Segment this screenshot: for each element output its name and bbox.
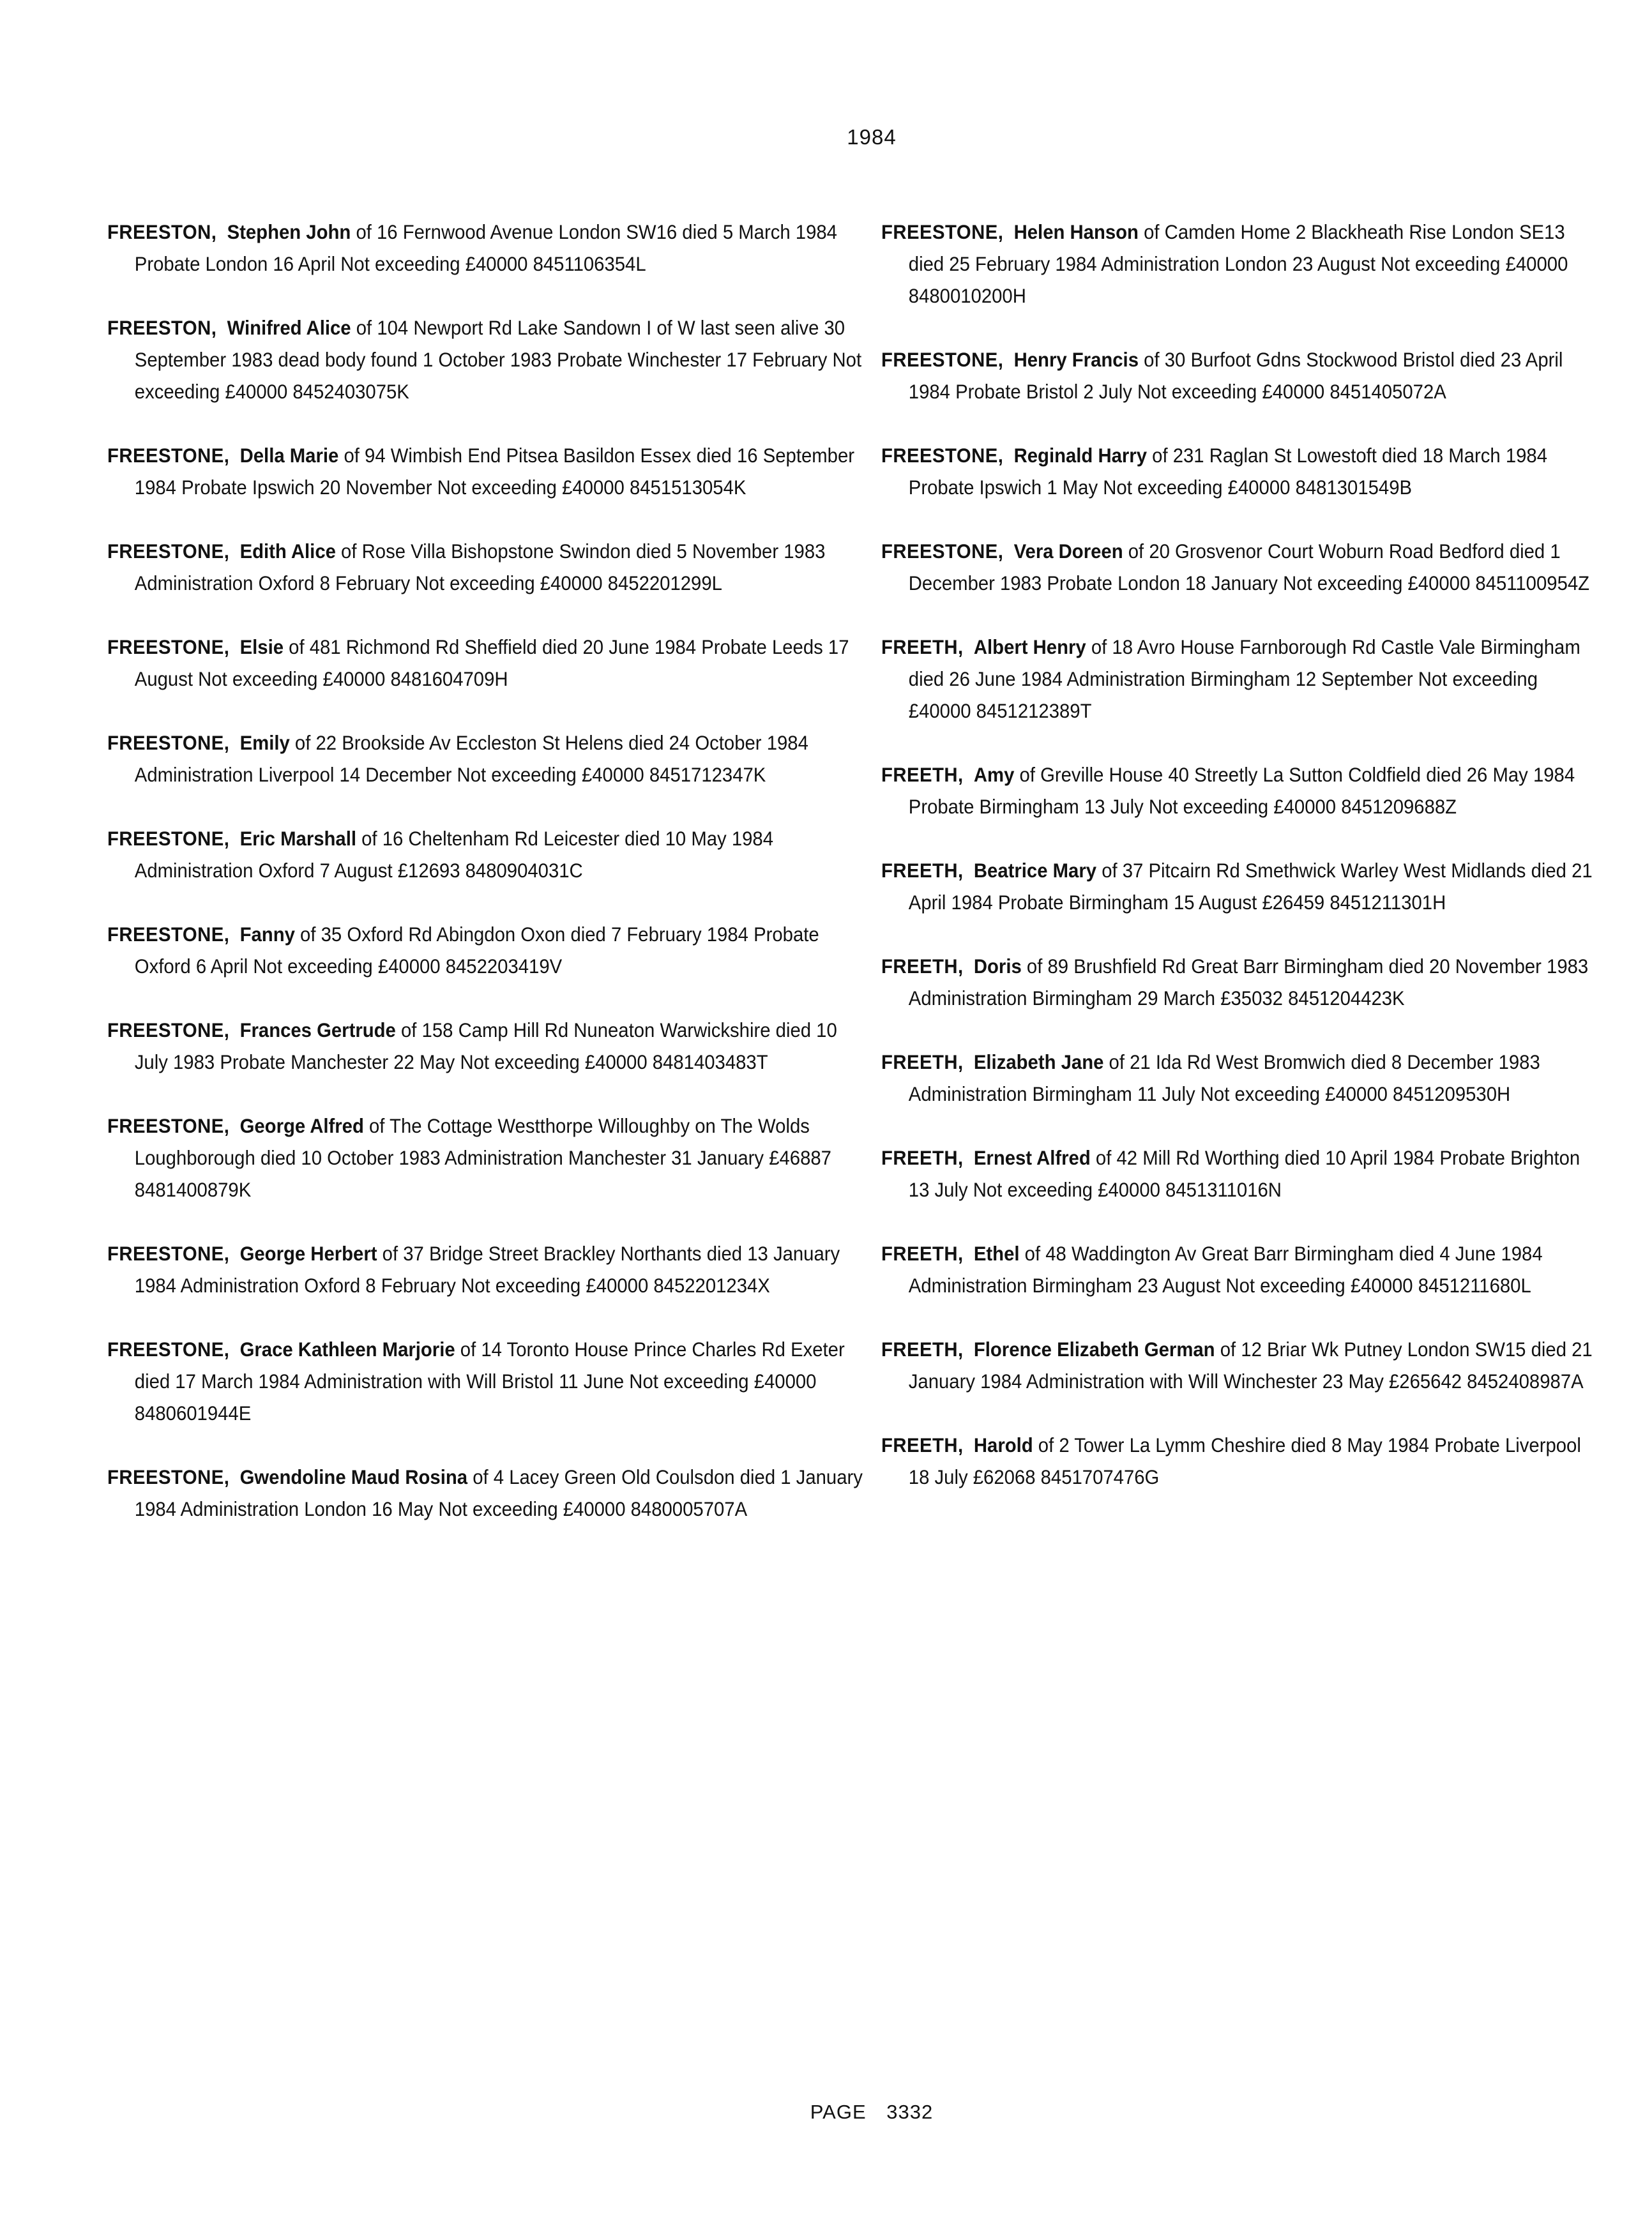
probate-entry — [881, 950, 1600, 1014]
entry-detail: of 16 Cheltenham Rd Leicester died 10 May 1984 Administration Oxford 7 August £12693 8480904031C — [134, 827, 774, 882]
entry-detail: of 4 Lacey Green Old Coulsdon died 1 January 1984 Administration London 16 May Not exceeding £40000 8480005707A — [134, 1465, 863, 1520]
entry-forenames: Eric Marshall — [239, 827, 356, 850]
entry-surname: FREETH, — [881, 955, 964, 978]
entry-detail: of 18 Avro House Farnborough Rd Castle Vale Birmingham died 26 June 1984 Administration Birmingham 12 September Not exceeding £40000 8451212389T — [908, 635, 1580, 722]
entry-detail: of 35 Oxford Rd Abingdon Oxon died 7 February 1984 Probate Oxford 6 April Not exceeding £40000 8452203419V — [134, 923, 819, 978]
entry-detail: of Camden Home 2 Blackheath Rise London SE13 died 25 February 1984 Administration London 23 August Not exceeding £40000 8480010200H — [908, 220, 1568, 307]
entry-detail: of 12 Briar Wk Putney London SW15 died 21 January 1984 Administration with Will Winchester 23 May £265642 8452408987A — [908, 1338, 1593, 1393]
entry-forenames: Elsie — [239, 635, 284, 658]
entry-surname: FREESTONE, — [107, 1338, 230, 1361]
probate-entry — [881, 759, 1600, 822]
probate-entry — [881, 1046, 1600, 1110]
probate-entry — [881, 216, 1600, 312]
probate-entry — [881, 854, 1600, 918]
entry-forenames: Grace Kathleen Marjorie — [239, 1338, 455, 1361]
left-column — [107, 216, 867, 1557]
probate-entry — [881, 1237, 1600, 1301]
probate-entry — [881, 1142, 1600, 1206]
entry-forenames: Ernest Alfred — [973, 1146, 1091, 1169]
entry-detail: of 158 Camp Hill Rd Nuneaton Warwickshire died 10 July 1983 Probate Manchester 22 May Not exceeding £40000 8481403483T — [134, 1018, 837, 1073]
entry-forenames: Edith Alice — [239, 540, 336, 563]
entry-forenames: George Alfred — [239, 1114, 364, 1137]
probate-entry — [107, 1461, 870, 1525]
entry-forenames: Amy — [973, 763, 1015, 786]
entry-detail: of 42 Mill Rd Worthing died 10 April 1984 Probate Brighton 13 July Not exceeding £40000 8451311016N — [908, 1146, 1580, 1201]
entry-detail: of 231 Raglan St Lowestoft died 18 March 1984 Probate Ipswich 1 May Not exceeding £40000 8481301549B — [908, 444, 1548, 499]
entry-forenames: Harold — [973, 1433, 1033, 1456]
entry-surname: FREETH, — [881, 1242, 964, 1265]
probate-entry — [881, 631, 1600, 727]
probate-entry — [107, 312, 870, 407]
entry-detail: of Rose Villa Bishopstone Swindon died 5 November 1983 Administration Oxford 8 February Not exceeding £40000 8452201299L — [134, 540, 826, 594]
entry-surname: FREESTON, — [107, 220, 217, 243]
entry-forenames: George Herbert — [239, 1242, 377, 1265]
entry-surname: FREESTONE, — [107, 1242, 230, 1265]
entry-forenames: Fanny — [239, 923, 295, 946]
entry-surname: FREESTONE, — [107, 1018, 230, 1041]
probate-entry — [107, 1014, 870, 1078]
entry-surname: FREETH, — [881, 1433, 964, 1456]
entry-forenames: Vera Doreen — [1013, 540, 1123, 563]
probate-entry — [107, 1333, 870, 1429]
page-year-header: 1984 — [847, 125, 897, 149]
entry-forenames: Henry Francis — [1013, 348, 1139, 371]
entry-surname: FREESTONE, — [881, 444, 1004, 467]
entry-forenames: Beatrice Mary — [973, 859, 1097, 882]
entry-surname: FREETH, — [881, 1050, 964, 1073]
probate-entry — [881, 1333, 1600, 1397]
entry-detail: of 104 Newport Rd Lake Sandown I of W last seen alive 30 September 1983 dead body found 1 October 1983 Probate Winchester 17 February Not exceeding £40000 8452403075K — [134, 316, 862, 403]
entry-surname: FREESTONE, — [107, 923, 230, 946]
entry-forenames: Helen Hanson — [1013, 220, 1139, 243]
page-footer — [0, 2101, 1652, 2124]
entry-surname: FREETH, — [881, 859, 964, 882]
entry-detail: of 16 Fernwood Avenue London SW16 died 5 March 1984 Probate London 16 April Not exceeding £40000 8451106354L — [134, 220, 837, 275]
probate-entry — [107, 918, 870, 982]
entry-forenames: Emily — [239, 731, 290, 754]
entry-forenames: Doris — [973, 955, 1022, 978]
entry-detail: of 94 Wimbish End Pitsea Basildon Essex died 16 September 1984 Probate Ipswich 20 November Not exceeding £40000 8451513054K — [134, 444, 854, 499]
entry-surname: FREETH, — [881, 1338, 964, 1361]
entry-detail: of Greville House 40 Streetly La Sutton Coldfield died 26 May 1984 Probate Birmingham 13 July Not exceeding £40000 8451209688Z — [908, 763, 1575, 818]
entry-surname: FREETH, — [881, 763, 964, 786]
entry-detail: of 30 Burfoot Gdns Stockwood Bristol died 23 April 1984 Probate Bristol 2 July Not exceeding £40000 8451405072A — [908, 348, 1563, 403]
entry-detail: of 37 Bridge Street Brackley Northants died 13 January 1984 Administration Oxford 8 February Not exceeding £40000 8452201234X — [134, 1242, 840, 1297]
entry-forenames: Reginald Harry — [1013, 444, 1148, 467]
entry-detail: of 20 Grosvenor Court Woburn Road Bedford died 1 December 1983 Probate London 18 January Not exceeding £40000 8451100954Z — [908, 540, 1590, 594]
entry-surname: FREESTONE, — [107, 540, 230, 563]
entry-detail: of 89 Brushfield Rd Great Barr Birmingham died 20 November 1983 Administration Birmingham 29 March £35032 8451204423K — [908, 955, 1589, 1009]
entry-detail: of 21 Ida Rd West Bromwich died 8 December 1983 Administration Birmingham 11 July Not exceeding £40000 8451209530H — [908, 1050, 1540, 1105]
entry-forenames: Della Marie — [239, 444, 339, 467]
entry-detail: of 48 Waddington Av Great Barr Birmingham died 4 June 1984 Administration Birmingham 23 August Not exceeding £40000 8451211680L — [908, 1242, 1543, 1297]
probate-entry — [107, 727, 870, 790]
probate-entry — [881, 1429, 1600, 1493]
entry-surname: FREESTONE, — [107, 635, 230, 658]
entry-detail: of The Cottage Westthorpe Willoughby on The Wolds Loughborough died 10 October 1983 Administration Manchester 31 January £46887 8481400879K — [134, 1114, 831, 1201]
entry-detail: of 481 Richmond Rd Sheffield died 20 June 1984 Probate Leeds 17 August Not exceeding £40000 8481604709H — [134, 635, 849, 690]
right-column — [881, 216, 1596, 1525]
entry-detail: of 22 Brookside Av Eccleston St Helens died 24 October 1984 Administration Liverpool 14 December Not exceeding £40000 8451712347K — [134, 731, 808, 786]
probate-entry — [107, 631, 870, 695]
probate-entry — [107, 1237, 870, 1301]
entry-detail: of 37 Pitcairn Rd Smethwick Warley West Midlands died 21 April 1984 Probate Birmingham 15 August £26459 8451211301H — [908, 859, 1593, 914]
probate-entry — [107, 822, 870, 886]
probate-entry — [881, 535, 1600, 599]
entry-forenames: Gwendoline Maud Rosina — [239, 1465, 468, 1488]
entry-surname: FREESTONE, — [107, 444, 230, 467]
entry-forenames: Florence Elizabeth German — [973, 1338, 1215, 1361]
entry-detail: of 14 Toronto House Prince Charles Rd Exeter died 17 March 1984 Administration with Will Bristol 11 June Not exceeding £40000 8480601944E — [134, 1338, 845, 1425]
entry-forenames: Ethel — [973, 1242, 1020, 1265]
entry-surname: FREESTONE, — [107, 1114, 230, 1137]
entry-surname: FREESTONE, — [107, 1465, 230, 1488]
entry-surname: FREESTONE, — [881, 220, 1004, 243]
entry-forenames: Winifred Alice — [227, 316, 351, 339]
page-number: 3332 — [886, 2101, 934, 2123]
entry-surname: FREESTONE, — [107, 731, 230, 754]
probate-entry — [881, 344, 1600, 407]
entry-surname: FREESTONE, — [107, 827, 230, 850]
probate-entry — [107, 216, 870, 280]
entry-surname: FREETH, — [881, 635, 964, 658]
entry-forenames: Stephen John — [227, 220, 351, 243]
entry-forenames: Frances Gertrude — [239, 1018, 396, 1041]
entry-surname: FREETH, — [881, 1146, 964, 1169]
probate-entry — [107, 535, 870, 599]
entry-surname: FREESTON, — [107, 316, 217, 339]
probate-entry — [107, 1110, 870, 1206]
entry-detail: of 2 Tower La Lymm Cheshire died 8 May 1984 Probate Liverpool 18 July £62068 8451707476G — [908, 1433, 1581, 1488]
entry-surname: FREESTONE, — [881, 348, 1004, 371]
probate-entry — [881, 439, 1600, 503]
probate-entry — [107, 439, 870, 503]
page-label: PAGE — [810, 2101, 867, 2123]
entry-forenames: Elizabeth Jane — [973, 1050, 1104, 1073]
entry-forenames: Albert Henry — [973, 635, 1086, 658]
entry-surname: FREESTONE, — [881, 540, 1004, 563]
